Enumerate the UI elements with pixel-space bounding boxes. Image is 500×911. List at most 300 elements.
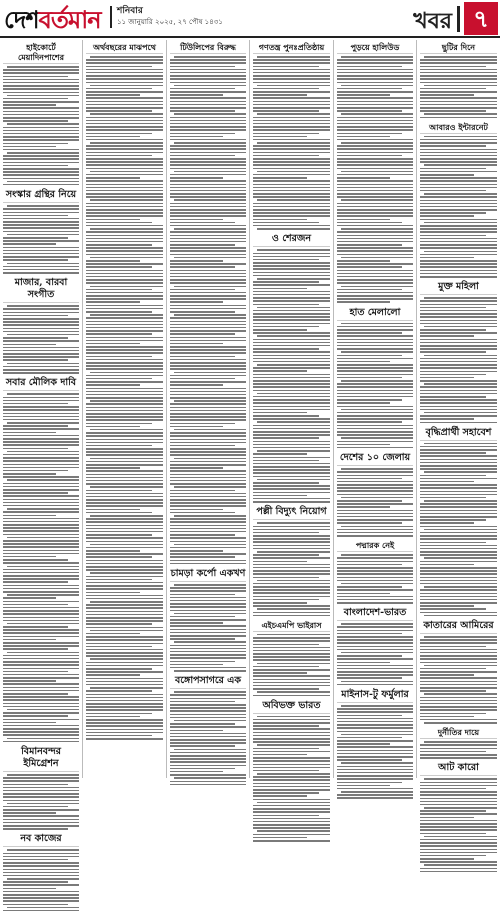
text-line bbox=[3, 796, 79, 798]
text-line bbox=[86, 260, 140, 262]
text-line bbox=[253, 148, 330, 150]
text-line bbox=[420, 238, 497, 240]
text-line bbox=[86, 639, 163, 641]
text-line bbox=[337, 506, 390, 508]
text-line bbox=[337, 266, 402, 268]
text-line bbox=[86, 592, 140, 594]
text-line bbox=[7, 263, 79, 265]
text-line bbox=[170, 480, 246, 482]
text-line bbox=[86, 174, 163, 176]
text-line bbox=[170, 717, 246, 719]
text-line bbox=[170, 590, 246, 592]
text-line bbox=[86, 541, 163, 543]
text-line bbox=[86, 480, 163, 482]
text-line bbox=[253, 66, 319, 68]
text-line bbox=[170, 765, 246, 767]
text-line bbox=[86, 324, 163, 326]
text-line bbox=[253, 97, 330, 99]
text-line bbox=[86, 700, 163, 702]
text-line bbox=[170, 768, 235, 770]
text-line bbox=[257, 479, 330, 481]
text-line bbox=[253, 538, 330, 540]
text-line bbox=[337, 289, 402, 291]
text-line bbox=[253, 602, 307, 604]
headline-27: দুর্নীতির দায়ে bbox=[420, 725, 497, 739]
text-line bbox=[253, 770, 319, 772]
text-line bbox=[253, 545, 330, 547]
text-line bbox=[420, 561, 497, 563]
logo-part1: দেশ bbox=[4, 5, 39, 34]
text-line bbox=[253, 367, 330, 369]
text-line bbox=[253, 418, 330, 420]
text-line bbox=[86, 614, 163, 616]
text-line bbox=[341, 113, 413, 115]
text-line bbox=[253, 374, 330, 376]
text-line bbox=[170, 359, 246, 361]
article-body bbox=[253, 634, 330, 696]
text-line bbox=[90, 601, 163, 603]
text-line bbox=[420, 161, 497, 163]
text-line bbox=[3, 136, 79, 138]
text-line bbox=[3, 88, 79, 90]
text-line bbox=[3, 441, 79, 443]
text-line bbox=[170, 321, 246, 323]
text-line bbox=[253, 719, 330, 721]
text-line bbox=[86, 611, 163, 613]
text-line bbox=[257, 85, 330, 87]
text-line bbox=[170, 110, 235, 112]
text-line bbox=[253, 196, 330, 198]
text-line bbox=[3, 165, 68, 167]
text-line bbox=[3, 321, 79, 323]
text-line bbox=[424, 864, 497, 866]
article-body bbox=[170, 584, 246, 672]
text-line bbox=[170, 231, 246, 233]
text-line bbox=[420, 506, 497, 508]
text-line bbox=[86, 209, 163, 211]
text-line bbox=[86, 439, 163, 441]
text-line bbox=[420, 215, 474, 217]
text-line bbox=[170, 356, 235, 358]
text-line bbox=[253, 313, 330, 315]
text-line bbox=[3, 521, 79, 523]
text-line bbox=[420, 335, 474, 337]
text-line bbox=[3, 476, 79, 478]
text-line bbox=[253, 380, 330, 382]
text-line bbox=[337, 737, 402, 739]
text-line bbox=[420, 276, 497, 278]
text-line bbox=[424, 136, 497, 138]
headline-15: অবিভক্ত ভারত bbox=[253, 698, 330, 714]
text-line bbox=[253, 361, 330, 363]
text-line bbox=[337, 295, 413, 297]
text-line bbox=[3, 340, 79, 342]
article-body bbox=[253, 56, 330, 230]
text-line bbox=[337, 120, 413, 122]
text-line bbox=[420, 545, 497, 547]
article-body bbox=[420, 136, 497, 278]
text-line bbox=[3, 212, 79, 214]
text-line bbox=[3, 444, 79, 446]
text-line bbox=[253, 834, 330, 836]
text-line bbox=[86, 94, 140, 96]
text-line bbox=[337, 406, 413, 408]
text-line bbox=[86, 161, 163, 163]
text-line bbox=[3, 111, 79, 113]
text-line bbox=[253, 332, 330, 334]
text-line bbox=[420, 542, 486, 544]
text-line bbox=[86, 579, 152, 581]
text-line bbox=[420, 706, 497, 708]
text-line bbox=[3, 457, 79, 459]
text-line bbox=[3, 664, 79, 666]
text-line bbox=[341, 257, 413, 259]
text-line bbox=[337, 586, 402, 588]
text-line bbox=[174, 544, 246, 546]
text-line bbox=[253, 815, 319, 817]
text-line bbox=[170, 206, 246, 208]
text-line bbox=[86, 394, 163, 396]
text-line bbox=[170, 155, 235, 157]
text-line bbox=[174, 171, 246, 173]
text-line bbox=[253, 78, 330, 80]
text-line bbox=[7, 594, 79, 596]
text-line bbox=[86, 308, 163, 310]
text-line bbox=[86, 305, 163, 307]
text-line bbox=[170, 91, 246, 93]
text-line bbox=[86, 327, 163, 329]
text-line bbox=[170, 474, 246, 476]
text-line bbox=[337, 671, 413, 673]
text-line bbox=[86, 368, 163, 370]
text-line bbox=[253, 139, 330, 141]
text-line bbox=[90, 257, 163, 259]
text-line bbox=[420, 273, 497, 275]
text-line bbox=[86, 442, 163, 444]
text-line bbox=[253, 688, 319, 690]
text-line bbox=[3, 581, 68, 583]
text-line bbox=[3, 425, 68, 427]
text-line bbox=[86, 187, 163, 189]
text-line bbox=[420, 713, 486, 715]
text-line bbox=[90, 372, 163, 374]
text-line bbox=[253, 345, 330, 347]
text-line bbox=[170, 123, 246, 125]
text-line bbox=[420, 491, 497, 493]
text-line bbox=[3, 350, 79, 352]
text-line bbox=[3, 208, 79, 210]
text-line bbox=[3, 397, 79, 399]
text-line bbox=[420, 481, 474, 483]
text-line bbox=[3, 250, 79, 252]
text-line bbox=[337, 358, 413, 360]
text-line bbox=[337, 772, 413, 774]
text-line bbox=[7, 451, 79, 453]
text-line bbox=[253, 193, 330, 195]
text-line bbox=[170, 423, 235, 425]
text-line bbox=[7, 393, 79, 395]
text-line bbox=[170, 619, 246, 621]
text-line bbox=[3, 114, 79, 116]
text-line bbox=[170, 594, 235, 596]
text-line bbox=[170, 305, 246, 307]
text-line bbox=[86, 483, 163, 485]
text-line bbox=[86, 493, 163, 495]
article-body bbox=[420, 636, 497, 724]
text-line bbox=[86, 585, 163, 587]
text-line bbox=[424, 297, 497, 299]
text-line bbox=[253, 444, 330, 446]
text-line bbox=[90, 85, 163, 87]
text-line bbox=[3, 247, 79, 249]
text-line bbox=[424, 326, 497, 328]
text-line bbox=[86, 646, 152, 648]
text-line bbox=[337, 674, 413, 676]
text-line bbox=[337, 633, 402, 635]
text-line bbox=[3, 639, 56, 641]
text-line bbox=[170, 94, 223, 96]
text-line bbox=[420, 270, 497, 272]
text-line bbox=[253, 425, 330, 427]
text-line bbox=[253, 402, 330, 404]
text-line bbox=[3, 655, 79, 657]
text-line bbox=[3, 312, 79, 314]
text-line bbox=[3, 464, 79, 466]
text-line bbox=[253, 644, 319, 646]
text-line bbox=[3, 904, 68, 906]
text-line bbox=[170, 273, 246, 275]
text-line bbox=[337, 335, 413, 337]
text-line bbox=[253, 300, 330, 302]
text-line bbox=[7, 508, 79, 510]
text-line bbox=[3, 155, 79, 157]
text-line bbox=[420, 168, 486, 170]
text-line bbox=[3, 790, 79, 792]
text-line bbox=[170, 707, 246, 709]
text-line bbox=[337, 415, 413, 417]
text-line bbox=[253, 732, 330, 734]
text-line bbox=[170, 648, 246, 650]
text-line bbox=[3, 671, 68, 673]
text-line bbox=[337, 516, 413, 518]
text-line bbox=[253, 748, 319, 750]
text-line bbox=[337, 494, 413, 496]
text-line bbox=[420, 754, 497, 756]
text-line bbox=[341, 652, 413, 654]
text-line bbox=[3, 237, 68, 239]
text-line bbox=[3, 894, 79, 896]
text-line bbox=[420, 339, 497, 341]
text-line bbox=[337, 573, 413, 575]
text-line bbox=[337, 273, 413, 275]
text-line bbox=[86, 738, 163, 740]
text-line bbox=[86, 531, 163, 533]
text-line bbox=[420, 396, 486, 398]
text-line bbox=[3, 171, 79, 173]
text-line bbox=[3, 413, 79, 415]
text-line bbox=[420, 241, 497, 243]
text-line bbox=[424, 85, 497, 87]
text-line bbox=[420, 639, 497, 641]
text-line bbox=[253, 675, 330, 677]
text-line bbox=[170, 388, 246, 390]
text-line bbox=[170, 518, 246, 520]
text-line bbox=[337, 342, 413, 344]
text-line bbox=[253, 577, 319, 579]
text-line bbox=[420, 700, 497, 702]
text-line bbox=[420, 228, 497, 230]
text-line bbox=[170, 403, 246, 405]
text-line bbox=[337, 750, 413, 752]
text-line bbox=[3, 569, 79, 571]
text-line bbox=[170, 145, 246, 147]
headline-1: হাইকোর্টে মেয়াদিনপাশের bbox=[3, 40, 79, 64]
text-line bbox=[337, 519, 413, 521]
text-line bbox=[174, 257, 246, 259]
text-line bbox=[253, 253, 330, 255]
text-line bbox=[337, 399, 402, 401]
text-line bbox=[420, 871, 497, 873]
text-line bbox=[3, 575, 79, 577]
text-line bbox=[86, 490, 152, 492]
text-line bbox=[253, 215, 330, 217]
text-line bbox=[253, 383, 330, 385]
text-line bbox=[170, 260, 223, 262]
text-line bbox=[420, 842, 497, 844]
text-line bbox=[86, 301, 140, 303]
text-line bbox=[86, 247, 163, 249]
text-line bbox=[253, 672, 307, 674]
text-line bbox=[341, 142, 413, 144]
text-line bbox=[170, 661, 235, 663]
text-line bbox=[253, 799, 330, 801]
text-line bbox=[170, 493, 246, 495]
text-line bbox=[337, 577, 413, 579]
text-line bbox=[337, 599, 413, 601]
text-line bbox=[170, 499, 246, 501]
text-line bbox=[253, 526, 330, 528]
text-line bbox=[86, 279, 163, 281]
text-line bbox=[253, 666, 319, 668]
text-line bbox=[337, 377, 402, 379]
text-line bbox=[420, 538, 497, 540]
text-line bbox=[86, 674, 140, 676]
text-line bbox=[3, 101, 79, 103]
text-line bbox=[86, 582, 163, 584]
text-line bbox=[170, 158, 246, 160]
text-line bbox=[420, 190, 486, 192]
text-line bbox=[257, 278, 330, 280]
logo-part2: বর্তমান bbox=[38, 5, 101, 34]
headline-6: নব কাজের bbox=[3, 831, 79, 847]
text-line bbox=[253, 529, 330, 531]
text-line bbox=[90, 687, 163, 689]
text-line bbox=[170, 553, 246, 555]
text-line bbox=[420, 69, 497, 71]
text-line bbox=[90, 228, 163, 230]
text-line bbox=[420, 861, 497, 863]
text-line bbox=[420, 320, 497, 322]
text-line bbox=[341, 705, 413, 707]
headline-25: বৃদ্ধিপ্রার্থী সহাবেশ bbox=[420, 425, 497, 441]
text-line bbox=[337, 535, 413, 537]
text-line bbox=[86, 120, 163, 122]
text-line bbox=[420, 583, 497, 585]
text-line bbox=[253, 323, 330, 325]
text-line bbox=[3, 693, 68, 695]
text-line bbox=[3, 337, 68, 339]
text-line bbox=[420, 88, 486, 90]
text-line bbox=[253, 209, 330, 211]
text-line bbox=[3, 178, 79, 180]
text-line bbox=[3, 127, 79, 129]
text-line bbox=[170, 645, 246, 647]
text-line bbox=[86, 569, 163, 571]
text-line bbox=[3, 585, 79, 587]
text-line bbox=[253, 567, 330, 569]
text-line bbox=[170, 391, 246, 393]
text-line bbox=[3, 793, 79, 795]
text-line bbox=[3, 328, 79, 330]
text-line bbox=[3, 668, 79, 670]
text-line bbox=[86, 722, 163, 724]
text-line bbox=[420, 266, 497, 268]
headline-21: মাইনাস-টু ফর্মুলার bbox=[337, 687, 413, 703]
text-line bbox=[337, 235, 413, 237]
text-line bbox=[337, 329, 413, 331]
text-line bbox=[3, 356, 79, 358]
headline-23: আবারও ইন্টারনেট bbox=[420, 120, 497, 134]
text-line bbox=[341, 468, 413, 470]
text-line bbox=[253, 492, 330, 494]
text-line bbox=[253, 488, 330, 490]
text-line bbox=[253, 304, 319, 306]
text-line bbox=[170, 235, 246, 237]
text-line bbox=[86, 690, 152, 692]
text-line bbox=[337, 282, 413, 284]
text-line bbox=[253, 355, 330, 357]
text-line bbox=[7, 537, 79, 539]
text-line bbox=[420, 75, 497, 77]
text-line bbox=[90, 486, 163, 488]
text-line bbox=[253, 168, 330, 170]
text-line bbox=[337, 206, 413, 208]
text-line bbox=[3, 266, 79, 268]
text-line bbox=[7, 152, 79, 154]
text-line bbox=[3, 591, 79, 593]
text-line bbox=[86, 311, 152, 313]
text-line bbox=[420, 219, 497, 221]
text-line bbox=[253, 764, 330, 766]
text-line bbox=[3, 828, 68, 830]
text-line bbox=[3, 495, 79, 497]
text-line bbox=[253, 612, 330, 614]
text-line bbox=[337, 187, 413, 189]
text-line bbox=[257, 171, 330, 173]
text-line bbox=[170, 771, 223, 773]
text-line bbox=[3, 79, 79, 81]
text-line bbox=[170, 168, 246, 170]
text-line bbox=[3, 604, 68, 606]
text-line bbox=[253, 821, 330, 823]
text-line bbox=[337, 250, 413, 252]
text-line bbox=[170, 698, 246, 700]
text-line bbox=[170, 761, 246, 763]
text-line bbox=[86, 474, 163, 476]
text-line bbox=[253, 152, 330, 154]
text-line bbox=[337, 766, 413, 768]
text-line bbox=[420, 716, 474, 718]
